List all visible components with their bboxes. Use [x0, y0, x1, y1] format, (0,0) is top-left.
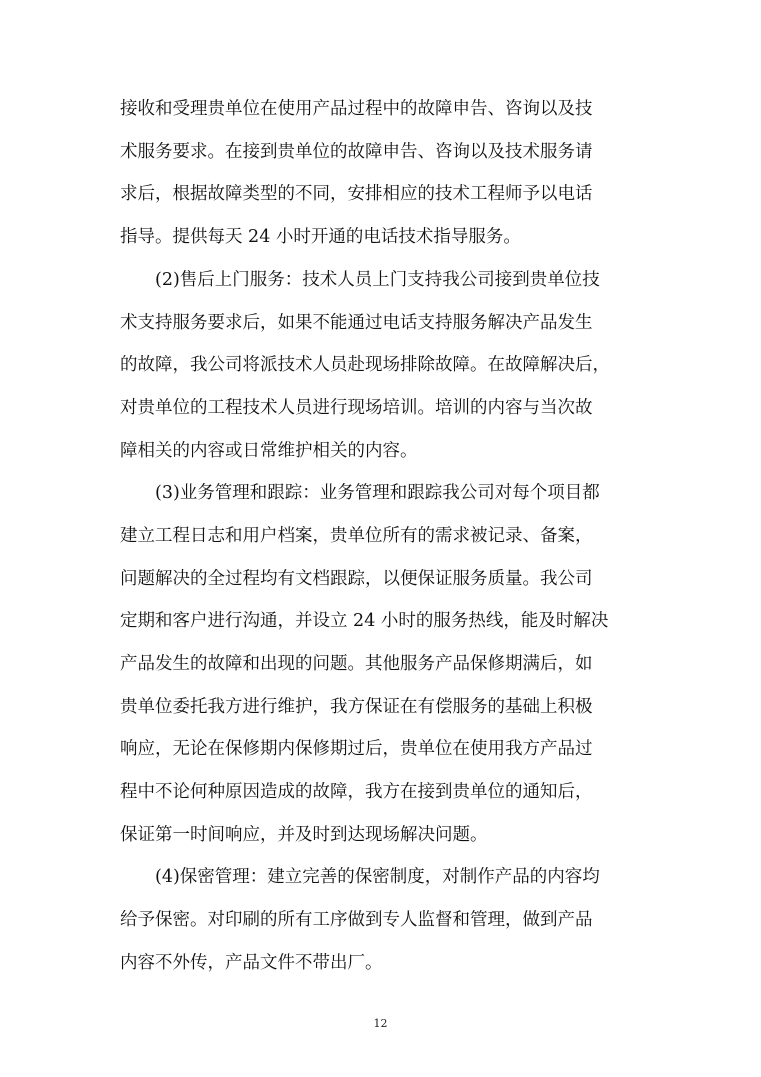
text-line-15: 贵单位委托我方进行维护，我方保证在有偿服务的基础上积极 — [120, 697, 593, 717]
text-line-14: 产品发生的故障和出现的问题。其他服务产品保修期满后，如 — [120, 654, 593, 674]
text-line-12: 问题解决的全过程均有文档跟踪，以便保证服务质量。我公司 — [120, 569, 593, 589]
text-line-5: (2)售后上门服务：技术人员上门支持我公司接到贵单位技 — [155, 270, 600, 290]
text-line-17: 程中不论何种原因造成的故障，我方在接到贵单位的通知后， — [120, 782, 593, 802]
text-line-18: 保证第一时间响应，并及时到达现场解决问题。 — [120, 825, 488, 845]
text-line-11: 建立工程日志和用户档案，贵单位所有的需求被记录、备案， — [120, 526, 593, 546]
text-line-6: 术支持服务要求后，如果不能通过电话支持服务解决产品发生 — [120, 313, 593, 333]
text-line-1: 接收和受理贵单位在使用产品过程中的故障申告、咨询以及技 — [120, 99, 593, 119]
text-line-16: 响应，无论在保修期内保修期过后，贵单位在使用我方产品过 — [120, 739, 593, 759]
text-line-8: 对贵单位的工程技术人员进行现场培训。培训的内容与当次故 — [120, 398, 593, 418]
text-line-13: 定期和客户进行沟通，并设立 24 小时的服务热线，能及时解决 — [120, 611, 609, 631]
text-line-2: 术服务要求。在接到贵单位的故障申告、咨询以及技术服务请 — [120, 142, 593, 162]
text-line-19: (4)保密管理：建立完善的保密制度，对制作产品的内容均 — [155, 867, 600, 887]
text-line-10: (3)业务管理和跟踪：业务管理和跟踪我公司对每个项目都 — [155, 483, 600, 503]
page-number: 12 — [373, 1017, 388, 1030]
text-line-4: 指导。提供每天 24 小时开通的电话技术指导服务。 — [120, 227, 521, 247]
text-line-21: 内容不外传，产品文件不带出厂。 — [120, 953, 383, 973]
text-line-7: 的故障，我公司将派技术人员赴现场排除故障。在故障解决后， — [120, 355, 610, 375]
text-line-9: 障相关的内容或日常维护相关的内容。 — [120, 441, 418, 461]
text-line-20: 给予保密。对印刷的所有工序做到专人监督和管理，做到产品 — [120, 910, 593, 930]
text-line-3: 求后，根据故障类型的不同，安排相应的技术工程师予以电话 — [120, 184, 593, 204]
